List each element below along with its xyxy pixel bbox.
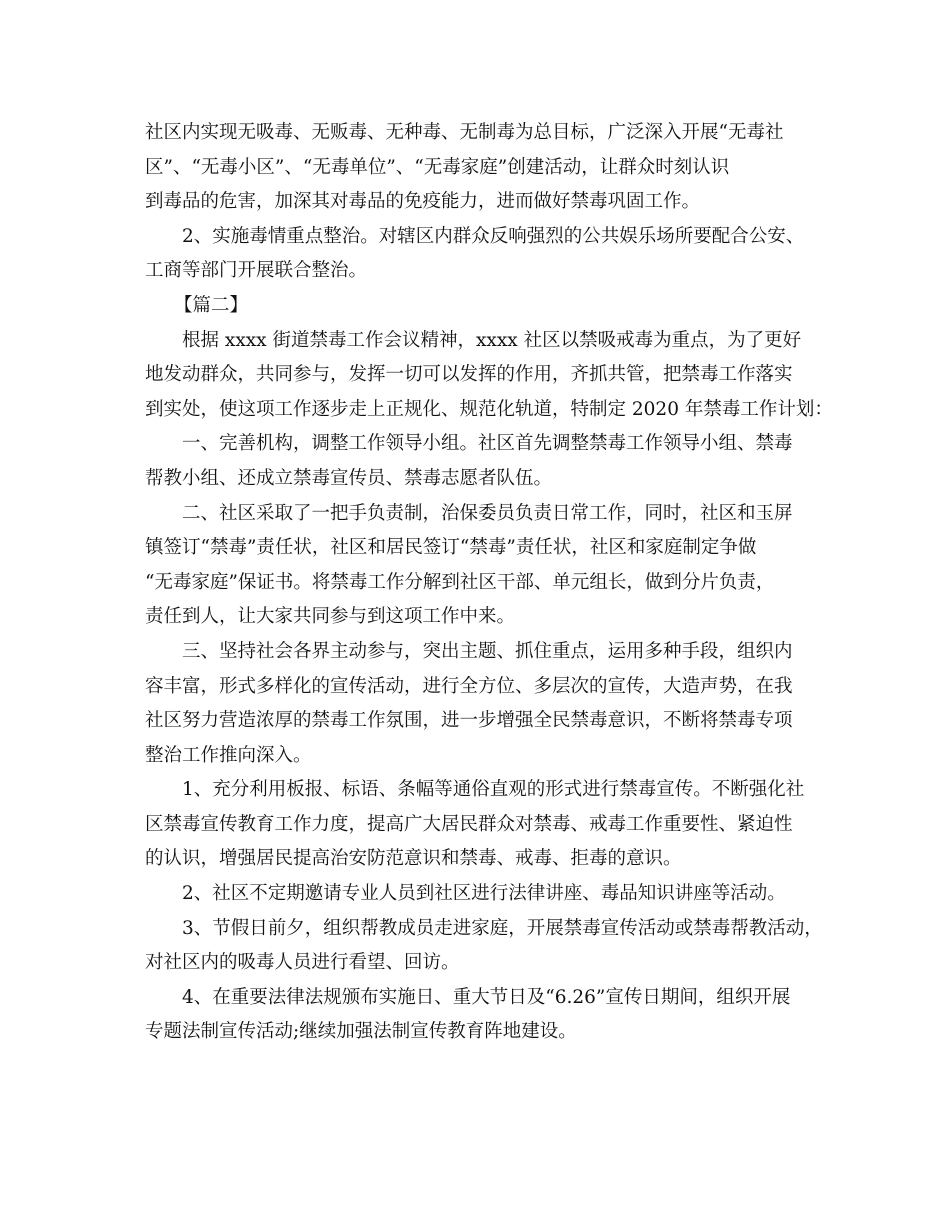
text-line: 到实处，使这项工作逐步走上正规化、规范化轨道，特制定 2020 年禁毒工作计划：: [145, 398, 833, 420]
paragraph: [145, 981, 820, 1050]
text-line: 社区内实现无吸毒、无贩毒、无种毒、无制毒为总目标，广泛深入开展“无毒社: [145, 122, 784, 143]
text-line: 3、节假日前夕，组织帮教成员走进家庭，开展禁毒宣传活动或禁毒帮教活动，: [182, 917, 823, 939]
text-line: 容丰富，形式多样化的宣传活动，进行全方位、多层次的宣传，大造声势，在我: [145, 675, 793, 697]
section-heading-text: 【篇二】: [174, 294, 249, 316]
text-line: 工商等部门开展联合整治。: [145, 260, 368, 282]
text-line: 的认识，增强居民提高治安防范意识和禁毒、戒毒、拒毒的意识。: [145, 848, 682, 870]
text-line: 责任到人，让大家共同参与到这项工作中来。: [145, 606, 516, 628]
text-line: “无毒家庭”保证书。将禁毒工作分解到社区干部、单元组长，做到分片负责，: [145, 571, 775, 593]
paragraph: [145, 497, 820, 635]
text-line: 对社区内的吸毒人员进行看望、回访。: [145, 952, 460, 974]
paragraph: [145, 220, 820, 289]
text-line: 根据 xxxx 街道禁毒工作会议精神，xxxx 社区以禁吸戒毒为重点，为了更好: [182, 329, 802, 351]
document-body: [145, 116, 833, 1050]
text-line: 帮教小组、还成立禁毒宣传员、禁毒志愿者队伍。: [145, 467, 553, 489]
text-line: 区”、“无毒小区”、“无毒单位”、“无毒家庭”创建活动，让群众时刻认识: [145, 156, 730, 178]
paragraph: [145, 773, 820, 877]
text-line: 1、充分利用板报、标语、条幅等通俗直观的形式进行禁毒宣传。不断强化社: [182, 779, 805, 801]
text-line: 区禁毒宣传教育工作力度，提高广大居民群众对禁毒、戒毒工作重要性、紧迫性: [145, 813, 793, 835]
paragraph: [145, 324, 833, 428]
text-line: 社区努力营造浓厚的禁毒工作氛围，进一步增强全民禁毒意识，不断将禁毒专项: [145, 710, 793, 732]
text-line: 地发动群众，共同参与，发挥一切可以发挥的作用，齐抓共管，把禁毒工作落实: [145, 364, 793, 386]
text-line: 三、坚持社会各界主动参与，突出主题、抓住重点，运用多种手段，组织内: [182, 640, 793, 662]
section-heading: [145, 289, 820, 324]
paragraph: [145, 116, 820, 220]
text-line: 2、实施毒情重点整治。对辖区内群众反响强烈的公共娱乐场所要配合公安、: [182, 225, 805, 247]
text-line: 一、完善机构，调整工作领导小组。社区首先调整禁毒工作领导小组、禁毒: [182, 433, 793, 455]
text-line: 2、社区不定期邀请专业人员到社区进行法律讲座、毒品知识讲座等活动。: [182, 883, 786, 905]
paragraph: [145, 877, 820, 912]
text-line: 4、在重要法律法规颁布实施日、重大节日及“6.26”宣传日期间，组织开展: [182, 986, 791, 1008]
paragraph: [145, 427, 820, 496]
text-line: 整治工作推向深入。: [145, 744, 312, 766]
text-line: 到毒品的危害，加深其对毒品的免疫能力，进而做好禁毒巩固工作。: [145, 191, 701, 213]
text-line: 二、社区采取了一把手负责制，治保委员负责日常工作，同时，社区和玉屏: [182, 502, 793, 524]
paragraph: [145, 912, 823, 981]
text-line: 镇签订“禁毒”责任状，社区和居民签订“禁毒”责任状，社区和家庭制定争做: [145, 537, 757, 559]
text-line: 专题法制宣传活动;继续加强法制宣传教育阵地建设。: [145, 1021, 577, 1043]
paragraph: [145, 635, 820, 773]
